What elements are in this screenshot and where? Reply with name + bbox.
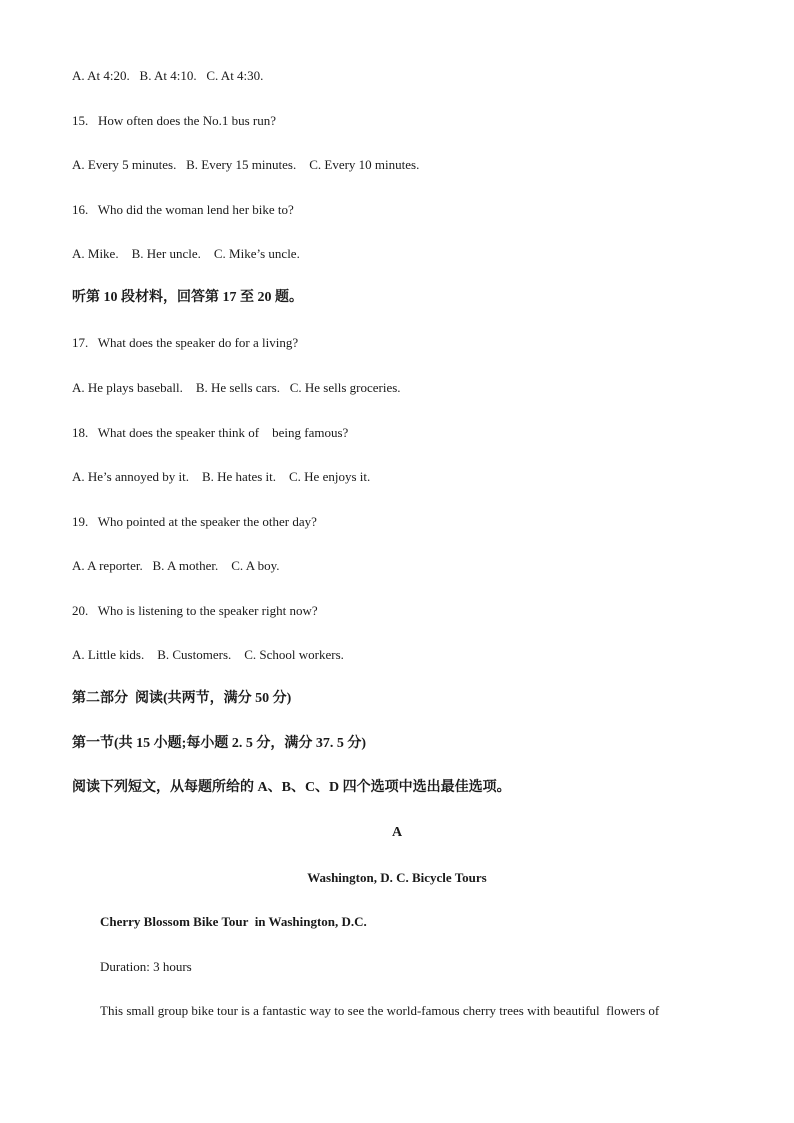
- q16-options: A. Mike. B. Her uncle. C. Mike’s uncle.: [72, 246, 300, 261]
- section10-instruction: 听第 10 段材料，回答第 17 至 20 题。: [72, 290, 303, 305]
- q20-question: 20. Who is listening to the speaker right now?: [72, 603, 318, 618]
- tour-title: Cherry Blossom Bike Tour in Washington, D.C.: [100, 914, 367, 929]
- q18-question: 18. What does the speaker think of being famous?: [72, 425, 349, 440]
- q17-options: A. He plays baseball. B. He sells cars. C. He sells groceries.: [72, 380, 401, 395]
- part2-section1: 第一节(共 15 小题;每小题 2. 5 分，满分 37. 5 分): [72, 736, 366, 751]
- passage-body: This small group bike tour is a fantastic way to see the world-famous cherry trees with beautiful flowers of: [100, 1003, 660, 1018]
- part2-instruction: 阅读下列短文，从每题所给的 A、B、C、D 四个选项中选出最佳选项。: [72, 780, 511, 795]
- q15-question: 15. How often does the No.1 bus run?: [72, 113, 276, 128]
- q15-options: A. Every 5 minutes. B. Every 15 minutes. C. Every 10 minutes.: [72, 157, 420, 172]
- q17-question: 17. What does the speaker do for a living?: [72, 335, 299, 350]
- q19-question: 19. Who pointed at the speaker the other day?: [72, 514, 317, 529]
- passage-title: Washington, D. C. Bicycle Tours: [307, 870, 487, 885]
- q20-options: A. Little kids. B. Customers. C. School workers.: [72, 647, 344, 662]
- q14-options: A. At 4:20. B. At 4:10. C. At 4:30.: [72, 68, 264, 83]
- tour-duration: Duration: 3 hours: [100, 959, 192, 974]
- passage-letter: A: [391, 825, 403, 840]
- q16-question: 16. Who did the woman lend her bike to?: [72, 202, 294, 217]
- q19-options: A. A reporter. B. A mother. C. A boy.: [72, 558, 280, 573]
- q18-options: A. He’s annoyed by it. B. He hates it. C. He enjoys it.: [72, 469, 371, 484]
- part2-heading: 第二部分 阅读(共两节，满分 50 分): [72, 691, 292, 706]
